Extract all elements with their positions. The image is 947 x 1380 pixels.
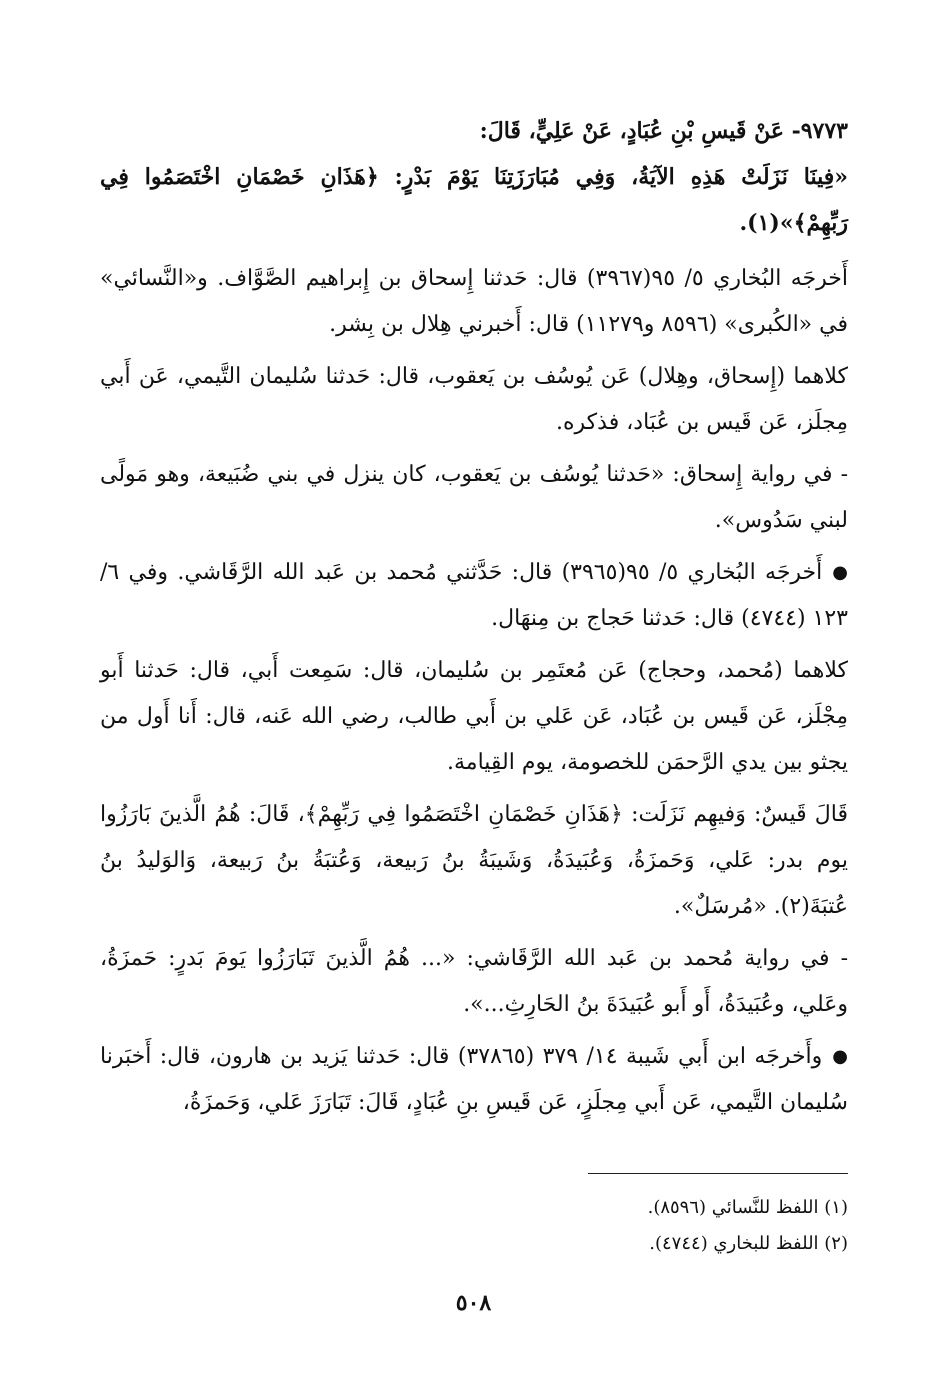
- paragraph-text: قَالَ قَيسٌ: وَفيهِم نَزَلَت: ﴿هَذَانِ خَصْمَانِ اخْتَصَمُوا فِي رَبِّهِمْ﴾، قَالَ: هُمُ الَّذينَ بَارَزُوا يوم بدر: عَلي، وَحَمزَةُ، وَعُبَيدَةُ، وَشَيبَةُ بنُ رَبيعة، وَعُتبَةُ بنُ رَبيعة، وَالوَليدُ بنُ عُتبَةَ(٢). «مُرسَلٌ».: [100, 802, 848, 919]
- bullet-icon: ●: [832, 562, 848, 583]
- hadith-heading: ٩٧٧٣- عَنْ قَيسِ بْنِ عُبَادٍ، عَنْ عَلِيٍّ، قَالَ:: [479, 118, 848, 144]
- paragraph: [100, 1034, 848, 1126]
- page-number: ٥٠٨: [455, 1290, 492, 1316]
- paragraph: [100, 354, 848, 446]
- paragraph-text: - في رواية مُحمد بن عَبد الله الرَّقَاشي: «... هُمُ الَّذينَ تَبَارَزُوا يَومَ بَدرٍ: حَمزَةُ، وعَلي، وعُبَيدَةُ، أَو أَبو عُبَيدَةَ بنُ الحَارِثِ...».: [100, 946, 848, 1017]
- paragraph: [100, 936, 848, 1028]
- paragraph: [100, 792, 848, 930]
- paragraph-text: أَخرجَه البُخاري ٥/ ٩٥(٣٩٦٧) قال: حَدثنا إِسحاق بن إِبراهيم الصَّوَّاف. و«النَّسائي» في «الكُبرى» (٨٥٩٦ و١١٢٧٩) قال: أَخبرني هِلال بن بِشر.: [100, 266, 849, 337]
- footnote: (١) اللفظ للنَّسائي (٨٥٩٦).: [647, 1197, 848, 1218]
- paragraph: [100, 550, 848, 642]
- paragraph: [100, 648, 848, 786]
- hadith-text: «فِينَا نَزَلَتْ هَذِهِ الآيَةُ، وَفِي مُبَارَزَتِنَا يَوْمَ بَدْرٍ: ﴿هَذَانِ خَصْمَانِ اخْتَصَمُوا فِي رَبِّهِمْ﴾»(١).: [100, 164, 848, 236]
- page-body: [100, 108, 848, 1132]
- paragraph-text: كلاهما (إِسحاق، وهِلال) عَن يُوسُف بن يَعقوب، قال: حَدثنا سُليمان التَّيمي، عَن أَبي مِجلَز، عَن قَيس بن عُبَاد، فذكره.: [100, 364, 848, 435]
- footnotes: [100, 1190, 848, 1262]
- paragraph-text: كلاهما (مُحمد، وحجاج) عَن مُعتَمِر بن سُليمان، قال: سَمِعت أَبي، قال: حَدثنا أَبو مِجْلَز، عَن قَيس بن عُبَاد، عَن عَلي بن أَبي طالب، رضي الله عَنه، قال: أَنا أَول من يجثو بين يدي الرَّحمَن للخصومة، يوم القِيامة.: [100, 658, 848, 775]
- footnote: (٢) اللفظ للبخاري (٤٧٤٤).: [649, 1233, 848, 1254]
- footnote-divider: [588, 1173, 848, 1174]
- paragraph-text: - في رواية إِسحاق: «حَدثنا يُوسُف بن يَعقوب، كان ينزل في بني ضُبَيعة، وهو مَولًى لبني سَدُوس».: [100, 462, 848, 533]
- paragraph: [100, 256, 848, 348]
- paragraph: [100, 452, 848, 544]
- paragraph-text: وأَخرجَه ابن أَبي شَيبة ١٤/ ٣٧٩ (٣٧٨٦٥) قال: حَدثنا يَزيد بن هارون، قال: أَخبَرنا سُليمان التَّيمي، عَن أَبي مِجلَزٍ، عَن قَيسِ بنِ عُبَادٍ، قَالَ: تَبَارَزَ عَلي، وَحَمزَةُ،: [100, 1044, 848, 1115]
- paragraph-text: أَخرجَه البُخاري ٥/ ٩٥(٣٩٦٥) قال: حَدَّثني مُحمد بن عَبد الله الرَّقَاشي. وفي ٦/ ١٢٣ (٤٧٤٤) قال: حَدثنا حَجاج بن مِنهَال.: [100, 560, 848, 631]
- bullet-icon: ●: [832, 1046, 848, 1067]
